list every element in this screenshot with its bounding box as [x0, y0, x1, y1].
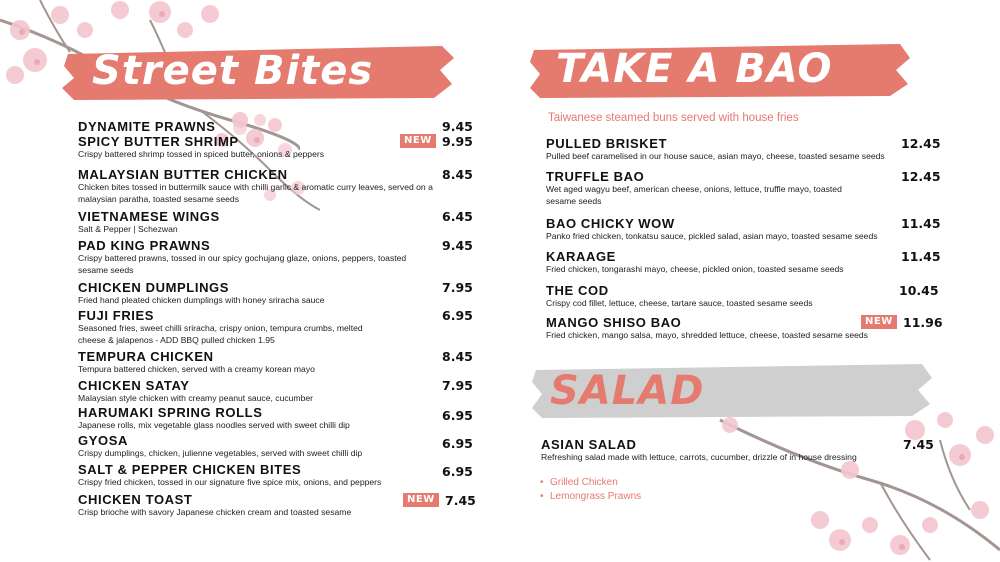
- menu-item: [78, 462, 438, 489]
- item-price: 9.45: [442, 119, 473, 134]
- new-badge: NEW: [403, 493, 439, 507]
- item-description: Crispy battered shrimp tossed in spiced butter, onions & peppers: [78, 149, 325, 159]
- item-price: 6.95: [442, 436, 473, 451]
- menu-item: [78, 405, 438, 432]
- salad-banner: [532, 360, 932, 422]
- item-description: Seasoned fries, sweet chilli sriracha, crispy onion, tempura crumbs, melted cheese & jalapenos - ADD BBQ pulled chicken 1.95: [78, 323, 363, 345]
- item-description: Panko fried chicken, tonkatsu sauce, pickled salad, asian mayo, toasted sesame seeds: [546, 231, 878, 241]
- item-description: Wet aged wagyu beef, american cheese, onions, lettuce, truffle mayo, toasted sesame seeds: [546, 184, 842, 206]
- menu-item: [78, 167, 438, 205]
- item-price: 7.95: [442, 280, 473, 295]
- item-price: 7.45: [903, 437, 934, 452]
- item-price: 8.45: [442, 167, 473, 182]
- menu-item: [78, 308, 378, 346]
- item-description: Crispy dumplings, chicken, julienne vegetables, served with sweet chilli dip: [78, 448, 363, 458]
- item-description: Crispy battered prawns, tossed in our spicy gochujang glaze, onions, peppers, toasted sesame seeds: [78, 253, 407, 275]
- salad-extras-list: [540, 476, 641, 504]
- item-description: Crispy cod fillet, lettuce, cheese, tartare sauce, toasted sesame seeds: [546, 298, 813, 308]
- item-name: ASIAN SALAD: [541, 437, 637, 452]
- item-name: PAD KING PRAWNS: [78, 238, 211, 253]
- item-price: 12.45: [901, 169, 941, 184]
- cherry-blossom-bottom-right-decoration: [700, 400, 1000, 562]
- section-title-salad: SALAD: [550, 368, 705, 414]
- item-name: CHICKEN TOAST: [78, 492, 193, 507]
- section-title-take-a-bao: TAKE A BAO: [556, 46, 833, 92]
- new-badge: NEW: [861, 315, 897, 329]
- item-description: Fried chicken, tongarashi mayo, cheese, pickled onion, toasted sesame seeds: [546, 264, 844, 274]
- item-price: 6.45: [442, 209, 473, 224]
- menu-item: [78, 280, 438, 307]
- item-name: KARAAGE: [546, 249, 616, 264]
- menu-item: [541, 437, 901, 464]
- extra-option: • Grilled Chicken: [540, 476, 641, 490]
- item-price: 11.45: [901, 216, 941, 231]
- item-price: 6.95: [442, 308, 473, 323]
- menu-item: [546, 216, 906, 243]
- new-badge: NEW: [400, 134, 436, 148]
- menu-item: [546, 315, 906, 342]
- item-description: Fried chicken, mango salsa, mayo, shredded lettuce, cheese, toasted sesame seeds: [546, 330, 868, 340]
- menu-item: [546, 136, 906, 163]
- section-title-street-bites: Street Bites: [92, 48, 374, 94]
- item-name: PULLED BRISKET: [546, 136, 668, 151]
- menu-item: [78, 134, 438, 161]
- item-name: CHICKEN SATAY: [78, 378, 190, 393]
- item-name: TRUFFLE BAO: [546, 169, 645, 184]
- item-price: 7.95: [442, 378, 473, 393]
- menu-item: [546, 249, 886, 276]
- menu-item: [78, 119, 438, 134]
- item-name: FUJI FRIES: [78, 308, 155, 323]
- item-price: 6.95: [442, 464, 473, 479]
- menu-item: [78, 378, 438, 405]
- item-price: 11.45: [901, 249, 941, 264]
- item-price: 6.95: [442, 408, 473, 423]
- item-name: SPICY BUTTER SHRIMP: [78, 134, 239, 149]
- item-description: Crisp brioche with savory Japanese chicken cream and toasted sesame: [78, 507, 352, 517]
- item-name: TEMPURA CHICKEN: [78, 349, 214, 364]
- item-description: Fried hand pleated chicken dumplings with honey sriracha sauce: [78, 295, 325, 305]
- item-price: 11.96: [903, 315, 943, 330]
- item-name: VIETNAMESE WINGS: [78, 209, 220, 224]
- item-price: 12.45: [901, 136, 941, 151]
- item-price: 7.45: [445, 493, 476, 508]
- take-a-bao-banner: [530, 38, 910, 102]
- item-price: 8.45: [442, 349, 473, 364]
- item-name: MANGO SHISO BAO: [546, 315, 682, 330]
- item-name: MALAYSIAN BUTTER CHICKEN: [78, 167, 288, 182]
- menu-item: [78, 492, 398, 519]
- item-price: 9.95: [442, 134, 473, 149]
- item-name: GYOSA: [78, 433, 128, 448]
- item-price: 9.45: [442, 238, 473, 253]
- item-description: Japanese rolls, mix vegetable glass noodles served with sweet chilli dip: [78, 420, 350, 430]
- item-description: Malaysian style chicken with creamy peanut sauce, cucumber: [78, 393, 314, 403]
- item-description: Refreshing salad made with lettuce, carrots, cucumber, drizzle of in house dressing: [541, 452, 857, 462]
- menu-item: [78, 349, 438, 376]
- extra-option: • Lemongrass Prawns: [540, 490, 641, 504]
- menu-item: [78, 433, 438, 460]
- item-name: BAO CHICKY WOW: [546, 216, 675, 231]
- item-price: 10.45: [899, 283, 939, 298]
- item-name: SALT & PEPPER CHICKEN BITES: [78, 462, 302, 477]
- item-description: Crispy fried chicken, tossed in our signature five spice mix, onions, and peppers: [78, 477, 382, 487]
- item-description: Chicken bites tossed in buttermilk sauce with chilli garlic & aromatic curry leaves, served on a malaysian paratha, toasted sesame seeds: [78, 182, 433, 204]
- street-bites-banner: [62, 40, 454, 104]
- item-name: THE COD: [546, 283, 609, 298]
- item-name: DYNAMITE PRAWNS: [78, 119, 216, 134]
- item-description: Pulled beef caramelised in our house sauce, asian mayo, cheese, toasted sesame seeds: [546, 151, 885, 161]
- item-description: Salt & Pepper | Schezwan: [78, 224, 178, 234]
- menu-item: [546, 283, 886, 310]
- menu-item: [546, 169, 846, 207]
- item-description: Tempura battered chicken, served with a creamy korean mayo: [78, 364, 315, 374]
- take-a-bao-subtitle: Taiwanese steamed buns served with house fries: [548, 112, 799, 124]
- menu-item: [78, 209, 438, 236]
- item-name: CHICKEN DUMPLINGS: [78, 280, 230, 295]
- menu-item: [78, 238, 408, 276]
- item-name: HARUMAKI SPRING ROLLS: [78, 405, 263, 420]
